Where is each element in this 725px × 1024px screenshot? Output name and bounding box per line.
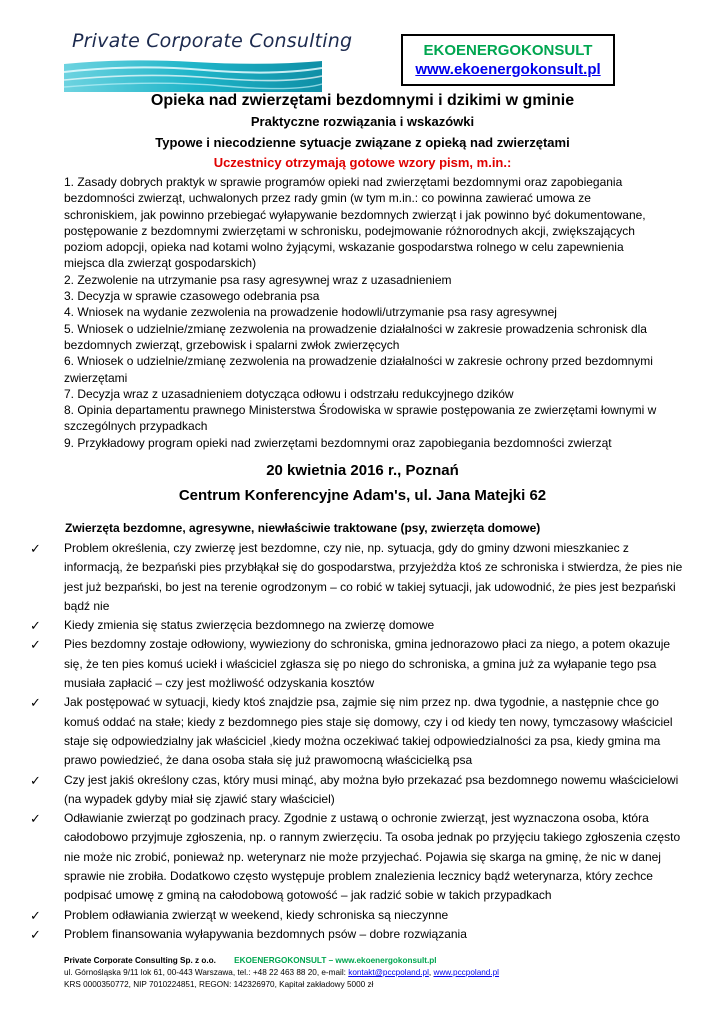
checkmark-icon: ✓ xyxy=(30,637,41,653)
list-item: 3. Decyzja w sprawie czasowego odebrania psa xyxy=(64,289,320,304)
footer-address: ul. Górnośląska 9/11 lok 61, 00-443 Warszawa, tel.: +48 22 463 88 20, e-mail: xyxy=(64,968,349,977)
checkmark-icon: ✓ xyxy=(30,695,41,711)
checklist-item-text: Problem finansowania wyłapywania bezdomnych psów – dobre rozwiązania xyxy=(64,926,467,941)
checklist-item xyxy=(30,809,690,905)
list-item: 4. Wniosek na wydanie zezwolenia na prowadzenie hodowli/utrzymanie psa rasy agresywnej xyxy=(64,305,557,320)
checklist-item-text: Jak postępować w sytuacji, kiedy ktoś znajdzie psa, zajmie się nim przez np. dwa tygodnie, a następnie chce go komuś oddać na stałe; kiedy z bezdomnego pies staje się domowy, czy i od kiedy ten nowy, tymczasowy właściciel staje się odpowiedzialny jak właściciel ,kiedy można oczekiwać takiej odpowiedzialności za psa, kiedy gmina ma prawo powiedzieć, że dana osoba stała się już prawomocną właścicielką psa xyxy=(64,695,673,768)
brand-box-link[interactable]: www.ekoenergokonsult.pl xyxy=(415,61,601,78)
checkmark-icon: ✓ xyxy=(30,541,41,556)
list-item: 1. Zasady dobrych praktyk w sprawie programów opieki nad zwierzętami bezdomnymi oraz zapobiegania bezdomności zwierząt, uchwalonych przez rady gmin (w tym m.in.: co powinna zawierać umowa ze schroniskiem, jak powinno przebiegać wyłapywanie bezdomnych zwierząt i jak powinno być dokumentowane, postępowanie z bezdomnymi zwierzętami w schronisku, podejmowanie różnorodnych akcji, zwiększających poziom adopcji, opieka nad kotami wolno żyjącymi, wskazanie gospodarstwa rolnego w celu zapewnienia miejsca dla zwierząt gospodarskich) xyxy=(64,175,646,271)
templates-notice: Uczestnicy otrzymają gotowe wzory pism, m.in.: xyxy=(213,155,512,170)
checkmark-icon: ✓ xyxy=(30,907,41,923)
checklist-item xyxy=(30,771,690,810)
document-templates-list xyxy=(64,174,664,451)
subtitle-situations: Typowe i niecodzienne sytuacje związane z opieką nad zwierzętami xyxy=(155,135,570,150)
checklist-item-text: Pies bezdomny zostaje odłowiony, wywieziony do schroniska, gmina jednorazowo płaci za niego, a potem okazuje się, że ten pies komuś uciekł i właściciel zgłasza się po niego do schroniska, a gmina już za wyłapanie tego psa musiała zapłacić – czy jest możliwość odzyskania kosztów xyxy=(64,637,671,691)
checklist-item-text: Kiedy zmienia się status zwierzęcia bezdomnego na zwierzę domowe xyxy=(64,618,435,633)
checklist-item-text: Odławianie zwierząt po godzinach pracy. Zgodnie z ustawą o ochronie zwierząt, jest wyznaczona osoba, która całodobowo przyjmuje zgłoszenia, np. o rannym zwierzęciu. Ta osoba jednak po przyjęciu takiego zgłoszenia często nie może nic zrobić, ponieważ np. weterynarz nie może przyjechać. Pojawia się skarga na gminę, że nic w danej sprawie nie zrobiła. Dodatkowo często występuje problem znalezienia lecznicy bądź weterynarza, który zechce podpisać umowę z gminą na całodobową gotowość – jak radzić sobie w takich przypadkach xyxy=(64,811,681,903)
footer-brand: EKOENERGOKONSULT – www.ekoenergokonsult.pl xyxy=(234,956,437,965)
list-item: 6. Wniosek o udzielnie/zmianę zezwolenia na prowadzenie działalności w zakresie ochrony przed bezdomnymi zwierzętami xyxy=(64,354,653,385)
footer-registry: KRS 0000350772, NIP 7010224851, REGON: 142326970, Kapitał zakładowy 5000 zł xyxy=(64,980,374,989)
checklist-item xyxy=(30,635,690,693)
footer-email-link[interactable]: kontakt@pccpoland.pl xyxy=(348,968,429,977)
checklist-item xyxy=(30,693,690,770)
checklist-item-text: Problem odławiania zwierząt w weekend, kiedy schroniska są nieczynne xyxy=(64,907,449,922)
brand-box-title: EKOENERGOKONSULT xyxy=(423,42,593,59)
footer-separator: , xyxy=(428,968,434,977)
brand-box xyxy=(401,34,615,86)
checklist-item-text: Czy jest jakiś określony czas, który musi minąć, aby można było przekazać psa bezdomnego nowemu właścicielowi (na wypadek gdyby miał się zjawić stary właściciel) xyxy=(64,772,679,806)
subtitle-practical: Praktyczne rozwiązania i wskazówki xyxy=(250,114,475,129)
company-logo xyxy=(64,30,353,92)
page-footer xyxy=(64,955,499,991)
section-heading: Zwierzęta bezdomne, agresywne, niewłaściwie traktowane (psy, zwierzęta domowe) xyxy=(65,521,541,535)
checkmark-icon: ✓ xyxy=(30,926,41,942)
checkmark-icon: ✓ xyxy=(30,811,41,827)
footer-line-2 xyxy=(64,967,499,979)
checklist-item-text: Problem określenia, czy zwierzę jest bezdomne, czy nie, np. sytuacja, gdy do gminy dzwoni mieszkaniec z informacją, że bezpański pies przybłąkał się do gospodarstwa, przyjeżdża ktoś ze schroniska i stwierdza, że pies nie jest już bezpański, bo jest na terenie ogrodzonym – co robić w takiej sytuacji, jak udowodnić, że pies jest bezpański bądź nie xyxy=(64,541,683,613)
list-item: 7. Decyzja wraz z uzasadnieniem dotycząca odłowu i odstrzału redukcyjnego dzików xyxy=(64,386,514,401)
checkmark-icon: ✓ xyxy=(30,618,41,634)
list-item: 8. Opinia departamentu prawnego Ministerstwa Środowiska w sprawie postępowania ze zwierzętami łownymi w szczególnych przypadkach xyxy=(64,403,657,434)
checklist-item xyxy=(30,539,690,616)
footer-line-1 xyxy=(64,955,499,967)
event-venue: Centrum Konferencyjne Adam's, ul. Jana Matejki 62 xyxy=(178,487,547,504)
checkmark-icon: ✓ xyxy=(30,772,41,788)
checklist-item xyxy=(30,925,690,944)
logo-wave-graphic xyxy=(64,58,322,92)
checklist-item xyxy=(30,906,690,925)
main-title: Opieka nad zwierzętami bezdomnymi i dzikimi w gminie xyxy=(150,92,575,109)
topics-checklist xyxy=(30,539,690,944)
list-item: 5. Wniosek o udzielnie/zmianę zezwolenia na prowadzenie działalności w zakresie prowadzenia schronisk dla bezdomnych zwierząt, grzebowisk i spalarni zwłok zwierzęcych xyxy=(64,321,647,352)
list-item: 9. Przykładowy program opieki nad zwierzętami bezdomnymi oraz zapobiegania bezdomności zwierząt xyxy=(64,435,612,450)
event-date: 20 kwietnia 2016 r., Poznań xyxy=(266,462,459,479)
list-item: 2. Zezwolenie na utrzymanie psa rasy agresywnej wraz z uzasadnieniem xyxy=(64,272,452,287)
logo-text: Private Corporate Consulting xyxy=(72,30,353,52)
checklist-item xyxy=(30,616,690,635)
footer-website-link[interactable]: www.pccpoland.pl xyxy=(433,968,500,977)
footer-company: Private Corporate Consulting Sp. z o.o. xyxy=(64,956,216,965)
